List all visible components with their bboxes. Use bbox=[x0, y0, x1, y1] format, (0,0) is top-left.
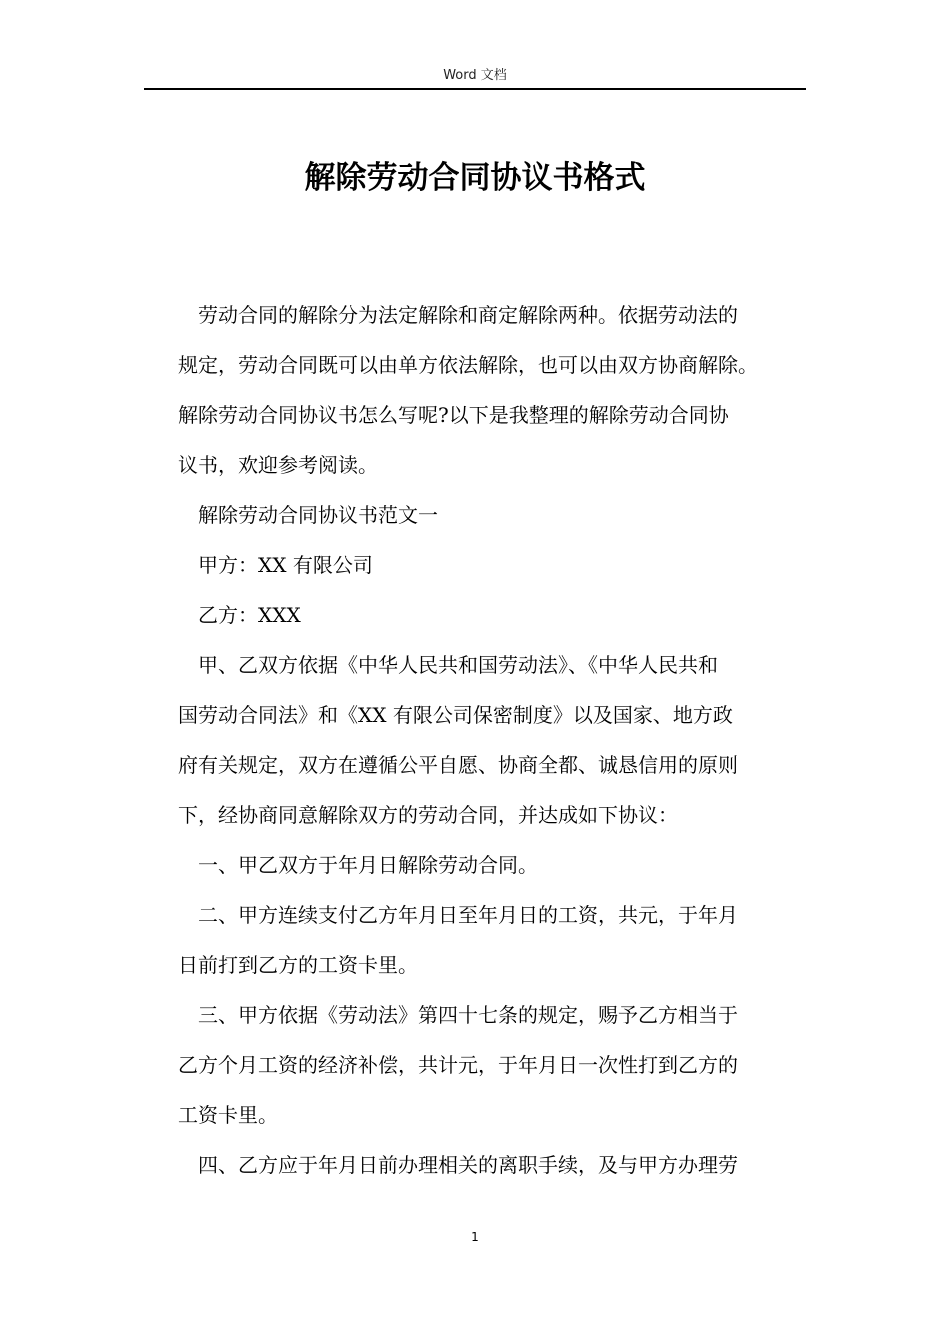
body-paragraph bbox=[178, 290, 810, 490]
paragraph-line: 甲、乙双方依据《中华人民共和国劳动法》、《中华人民共和 bbox=[198, 653, 718, 677]
page-header-text: Word 文档 bbox=[443, 68, 507, 83]
paragraph-line: 议书，欢迎参考阅读。 bbox=[178, 453, 378, 477]
paragraph-line: 甲方：XX 有限公司 bbox=[198, 553, 373, 577]
paragraph-line: 乙方：XXX bbox=[198, 603, 301, 627]
body-paragraph bbox=[178, 490, 810, 540]
paragraph-line: 一、甲乙双方于年月日解除劳动合同。 bbox=[198, 853, 538, 877]
body-paragraph bbox=[178, 990, 810, 1140]
body-paragraph bbox=[178, 840, 810, 890]
paragraph-line: 劳动合同的解除分为法定解除和商定解除两种。依据劳动法的 bbox=[198, 303, 738, 327]
paragraph-line: 解除劳动合同协议书范文一 bbox=[198, 503, 438, 527]
paragraph-line: 府有关规定，双方在遵循公平自愿、协商全都、诚恳信用的原则 bbox=[178, 753, 738, 777]
document-title: 解除劳动合同协议书格式 bbox=[304, 160, 646, 196]
paragraph-line: 规定，劳动合同既可以由单方依法解除，也可以由双方协商解除。 bbox=[178, 353, 758, 377]
paragraph-line: 解除劳动合同协议书怎么写呢?以下是我整理的解除劳动合同协 bbox=[178, 403, 729, 427]
paragraph-line: 国劳动合同法》和《XX 有限公司保密制度》以及国家、地方政 bbox=[178, 703, 733, 727]
body-paragraph bbox=[178, 1140, 810, 1190]
paragraph-line: 三、甲方依据《劳动法》第四十七条的规定，赐予乙方相当于 bbox=[198, 1003, 738, 1027]
header-divider bbox=[144, 88, 806, 90]
page-number: 1 bbox=[471, 1230, 479, 1244]
paragraph-line: 乙方个月工资的经济补偿，共计元，于年月日一次性打到乙方的 bbox=[178, 1053, 738, 1077]
body-paragraph bbox=[178, 890, 810, 990]
document-body bbox=[178, 290, 810, 1190]
paragraph-line: 四、乙方应于年月日前办理相关的离职手续，及与甲方办理劳 bbox=[198, 1153, 738, 1177]
paragraph-line: 工资卡里。 bbox=[178, 1103, 278, 1127]
paragraph-line: 下，经协商同意解除双方的劳动合同，并达成如下协议： bbox=[178, 803, 678, 827]
body-paragraph bbox=[178, 640, 810, 840]
body-paragraph bbox=[178, 590, 810, 640]
paragraph-line: 日前打到乙方的工资卡里。 bbox=[178, 953, 418, 977]
body-paragraph bbox=[178, 540, 810, 590]
paragraph-line: 二、甲方连续支付乙方年月日至年月日的工资，共元，于年月 bbox=[198, 903, 738, 927]
